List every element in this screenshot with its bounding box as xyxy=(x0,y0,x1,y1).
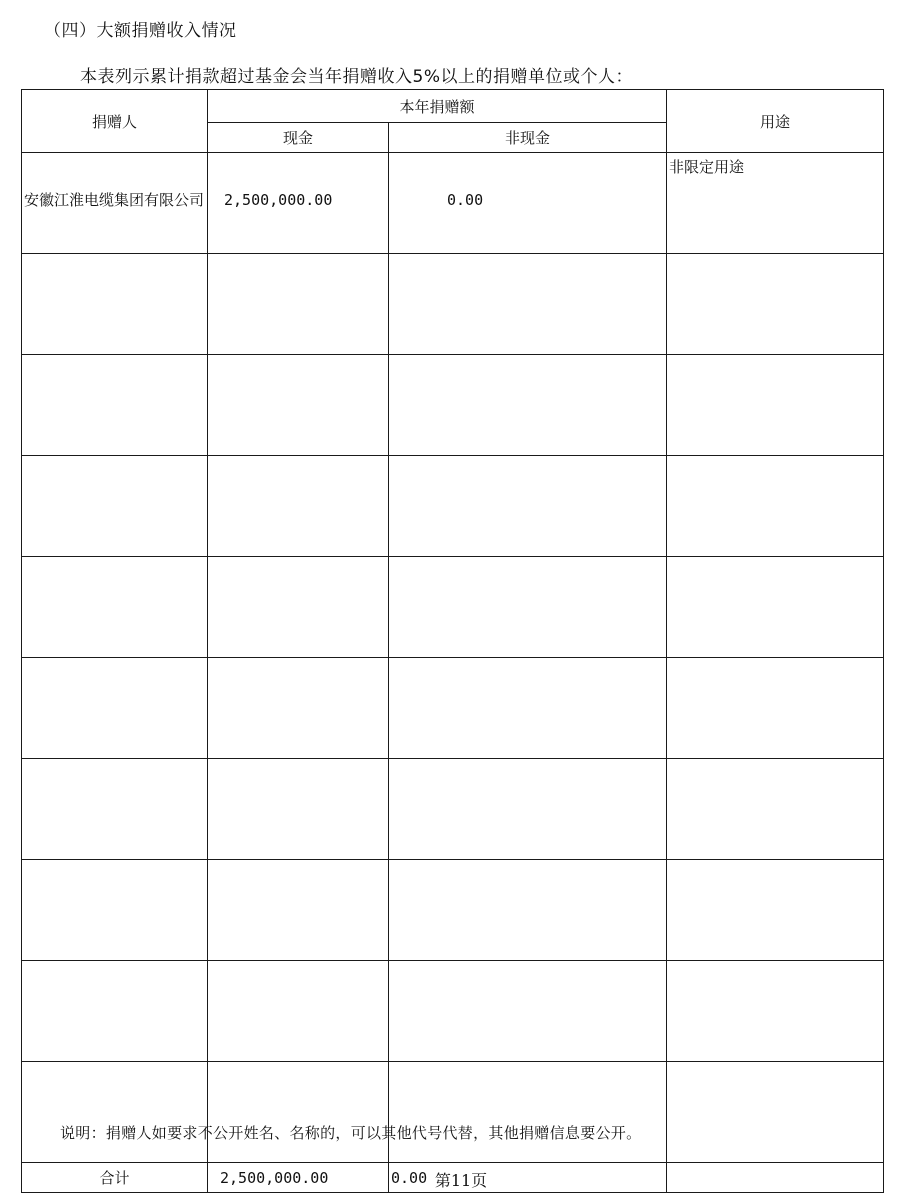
cash-cell xyxy=(208,860,389,961)
header-donor: 捐赠人 xyxy=(22,90,208,153)
total-label: 合计 xyxy=(22,1163,208,1193)
table-row xyxy=(22,153,884,254)
donor-cell xyxy=(22,557,208,658)
cash-cell xyxy=(208,557,389,658)
donor-cell xyxy=(22,658,208,759)
donation-table xyxy=(21,89,884,1193)
section-heading: （四）大额捐赠收入情况 xyxy=(44,21,237,41)
header-non-cash: 非现金 xyxy=(389,123,667,153)
usage-cell xyxy=(667,658,884,759)
donor-cell xyxy=(22,961,208,1062)
cash-cell xyxy=(208,456,389,557)
donor-cell xyxy=(22,254,208,355)
usage-cell xyxy=(667,759,884,860)
non-cash-cell: 0.00 xyxy=(389,153,667,254)
usage-cell xyxy=(667,961,884,1062)
donor-cell xyxy=(22,1062,208,1163)
cash-cell xyxy=(208,1062,389,1163)
cash-cell: 2,500,000.00 xyxy=(208,153,389,254)
table-row xyxy=(22,456,884,557)
non-cash-cell xyxy=(389,961,667,1062)
table-row xyxy=(22,860,884,961)
cash-cell xyxy=(208,658,389,759)
non-cash-cell xyxy=(389,254,667,355)
non-cash-cell xyxy=(389,860,667,961)
donor-cell xyxy=(22,759,208,860)
non-cash-cell xyxy=(389,1062,667,1163)
table-row xyxy=(22,557,884,658)
header-usage: 用途 xyxy=(667,90,884,153)
table-intro: 本表列示累计捐款超过基金会当年捐赠收入5%以上的捐赠单位或个人： xyxy=(80,67,633,87)
table-header-row xyxy=(22,90,884,123)
donor-cell xyxy=(22,860,208,961)
table-row xyxy=(22,254,884,355)
table-row xyxy=(22,355,884,456)
donor-cell xyxy=(22,355,208,456)
usage-cell xyxy=(667,355,884,456)
cash-cell xyxy=(208,254,389,355)
usage-cell: 非限定用途 xyxy=(667,153,884,254)
header-cash: 现金 xyxy=(208,123,389,153)
header-amount-group: 本年捐赠额 xyxy=(208,90,667,123)
total-cash: 2,500,000.00 xyxy=(208,1163,389,1193)
table-row xyxy=(22,759,884,860)
non-cash-cell xyxy=(389,355,667,456)
usage-cell xyxy=(667,254,884,355)
donor-cell: 安徽江淮电缆集团有限公司 xyxy=(22,153,208,254)
page-number: 第11页 xyxy=(434,1171,488,1190)
donor-cell xyxy=(22,456,208,557)
cash-cell xyxy=(208,355,389,456)
non-cash-cell xyxy=(389,759,667,860)
non-cash-cell xyxy=(389,557,667,658)
footnote: 说明：捐赠人如要求不公开姓名、名称的，可以其他代号代替，其他捐赠信息要公开。 xyxy=(60,1124,642,1142)
non-cash-cell xyxy=(389,658,667,759)
cash-cell xyxy=(208,759,389,860)
total-non-cash: 0.00 xyxy=(389,1163,667,1193)
usage-cell xyxy=(667,557,884,658)
usage-cell xyxy=(667,1062,884,1163)
cash-cell xyxy=(208,961,389,1062)
table-row xyxy=(22,961,884,1062)
table-row xyxy=(22,658,884,759)
table-row xyxy=(22,1062,884,1163)
usage-cell xyxy=(667,860,884,961)
usage-cell xyxy=(667,456,884,557)
non-cash-cell xyxy=(389,456,667,557)
